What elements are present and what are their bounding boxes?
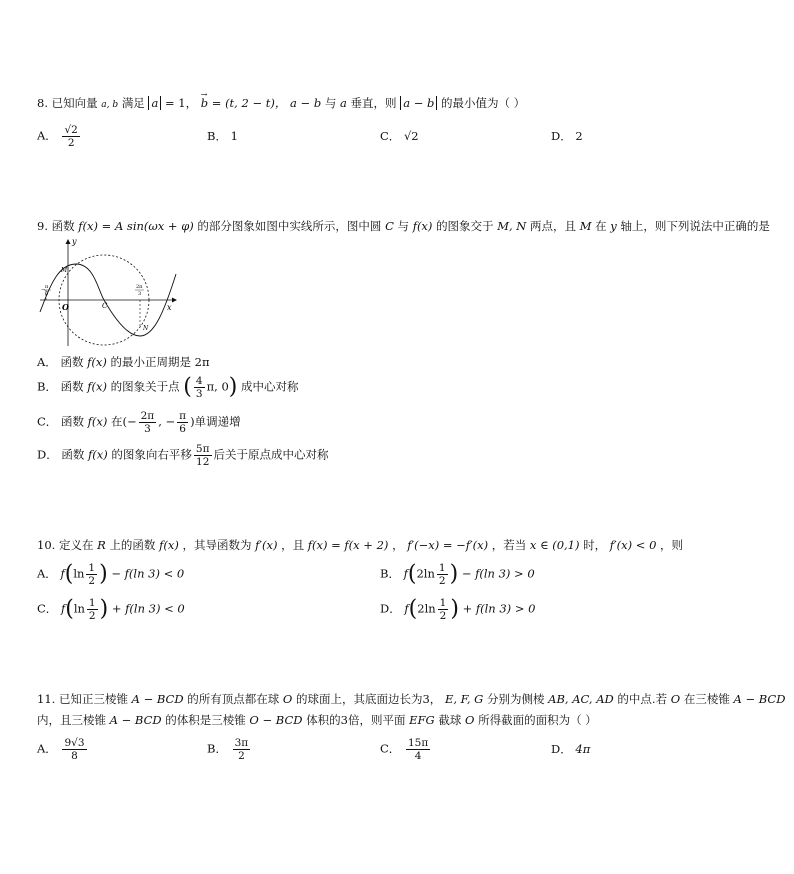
q8-option-c[interactable]: C． √2 bbox=[380, 129, 419, 143]
y-label: y bbox=[72, 237, 77, 246]
question-11-stem-line-2: 内，且三棱锥 A − BCD 的体积是三棱锥 O − BCD 体积的3倍，则平面 EFG 截球 O 所得截面的面积为（ ） bbox=[37, 713, 597, 727]
q8-text: 与 bbox=[324, 96, 337, 110]
center-c-label: C bbox=[102, 302, 108, 310]
q9-function-graph bbox=[36, 234, 181, 350]
q8-text: 垂直，则 bbox=[350, 96, 397, 110]
q11-option-d[interactable]: D． 4π bbox=[551, 742, 591, 756]
q10-option-d[interactable]: D． f(2ln $\frac{1}{2}$ ) + f(ln 3) > 0 bbox=[380, 596, 536, 622]
q9-option-d[interactable]: D． 函数 f(x) 的图象向右平移 $\frac{5\pi}{12}$ 后关于原点成中心对称 bbox=[37, 443, 329, 468]
left-tick-sign: − bbox=[41, 287, 46, 293]
x-label: x bbox=[167, 303, 172, 312]
left-tick-num: π bbox=[45, 284, 49, 290]
q8-text: 8. 已知向量 bbox=[37, 96, 98, 110]
q8-option-d[interactable]: D． 2 bbox=[551, 129, 583, 143]
origin-label: O bbox=[62, 302, 69, 312]
q9-option-a[interactable]: A． 函数 f(x) 的最小正周期是 2π bbox=[37, 355, 210, 369]
q8-modulus-a: a bbox=[148, 96, 161, 110]
q8-option-a[interactable]: A． $\frac{√2}{2}$ bbox=[37, 124, 78, 149]
q9-option-c[interactable]: C． 函数 f(x) 在(− $\frac{2\pi}{3}$ , − $\frac{\pi}{6}$ )单调递增 bbox=[37, 410, 241, 435]
q10-option-c[interactable]: C． f(ln $\frac{1}{2}$ ) + f(ln 3) < 0 bbox=[37, 596, 185, 622]
q8-vectors: a, b bbox=[101, 100, 119, 110]
question-9-stem: 9. 函数 f(x) = A sin(ωx + φ) 的部分图象如图中实线所示，图中圆 C 与 f(x) 的图象交于 M, N 两点，且 M 在 y 轴上，则下列说法中正确的是 bbox=[37, 219, 770, 233]
y-axis-arrow bbox=[66, 239, 71, 244]
q11-option-b[interactable]: B． $\frac{3\pi}{2}$ bbox=[207, 737, 249, 762]
q11-option-a[interactable]: A． $\frac{9√3}{8}$ bbox=[37, 737, 85, 762]
right-tick-den: 3 bbox=[138, 291, 142, 297]
q10-option-b[interactable]: B． f(2ln $\frac{1}{2}$ ) − f(ln 3) > 0 bbox=[380, 561, 535, 587]
left-tick-den: 6 bbox=[45, 291, 49, 297]
x-axis-arrow bbox=[172, 298, 177, 303]
q8-text: 的最小值为（ ） bbox=[441, 96, 526, 110]
q8-option-b[interactable]: B． 1 bbox=[207, 129, 238, 143]
q8-difference: a − b bbox=[290, 96, 322, 110]
q9-function: f(x) = A sin(ωx + φ) bbox=[78, 219, 194, 233]
q8-vector-b: → b bbox=[201, 95, 208, 111]
question-10-stem: 10. 定义在 R 上的函数 f(x) ，其导函数为 f′(x) ，且 f(x) = f(x + 2) ， f′(−x) = −f′(x) ，若当 x ∈ (0,1) 时， f′(x) < 0 ，则 bbox=[37, 538, 684, 552]
question-8-stem bbox=[37, 95, 525, 113]
q8-abs-difference: a − b bbox=[400, 96, 437, 110]
point-n-label: N bbox=[143, 325, 149, 332]
q8-vector-a: a bbox=[340, 96, 347, 110]
q8-text: = 1， bbox=[164, 96, 198, 110]
question-11-stem-line-1: 11. 已知正三棱锥 A − BCD 的所有顶点都在球 O 的球面上，其底面边长为3， E, F, G 分别为侧棱 AB, AC, AD 的中点.若 O 在三棱锥 A − BCD bbox=[37, 692, 786, 706]
right-tick-num: 2π bbox=[136, 284, 143, 290]
point-m-label: M bbox=[61, 267, 68, 274]
q9-option-b[interactable]: B． 函数 f(x) 的图象关于点 ( $\frac{4}{3}$ π, 0) 成中心对称 bbox=[37, 374, 299, 400]
q8-vector-b-value: = (t, 2 − t)， bbox=[211, 96, 287, 110]
q10-option-a[interactable]: A． f(ln $\frac{1}{2}$ ) − f(ln 3) < 0 bbox=[37, 561, 185, 587]
q11-option-c[interactable]: C． $\frac{15\pi}{4}$ bbox=[380, 737, 429, 762]
q8-text: 满足 bbox=[121, 96, 145, 110]
q8-option-a-fraction: $\frac{√2}{2}$ bbox=[64, 124, 78, 149]
